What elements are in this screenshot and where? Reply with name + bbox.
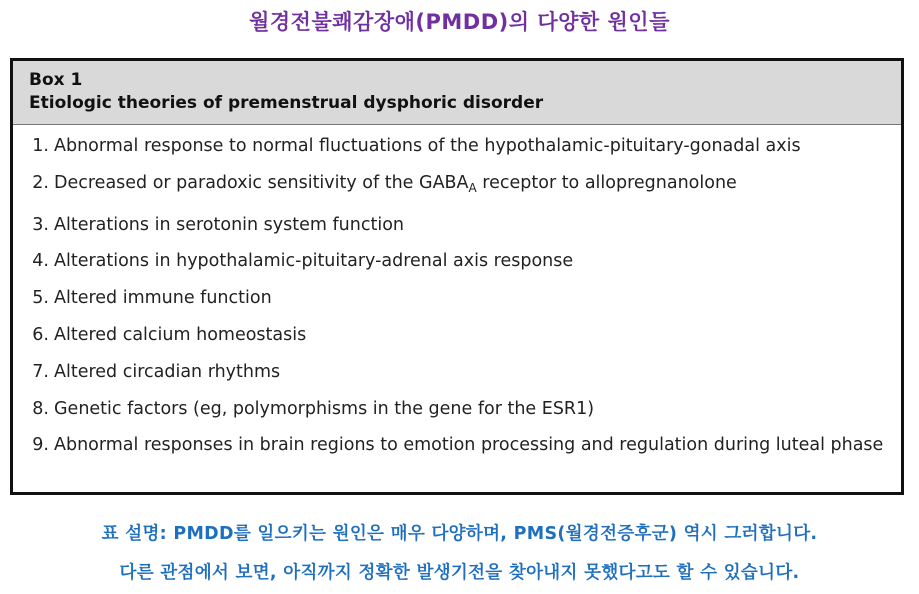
item-text: Genetic factors (eg, polymorphisms in the gene for the ESR1) bbox=[54, 398, 595, 419]
list-item bbox=[13, 360, 901, 385]
item-text: Alterations in serotonin system function bbox=[54, 214, 404, 235]
list-item bbox=[13, 323, 901, 348]
item-number: 8. bbox=[32, 398, 49, 419]
list-item bbox=[13, 249, 901, 274]
item-number: 2. bbox=[32, 172, 49, 193]
item-text: Alterations in hypothalamic-pituitary-adrenal axis response bbox=[54, 251, 574, 272]
list-item bbox=[13, 171, 901, 201]
item-text: Abnormal responses in brain regions to emotion processing and regulation during luteal phase bbox=[54, 435, 884, 456]
box-label: Box 1 bbox=[29, 70, 83, 90]
list-item bbox=[13, 213, 901, 238]
box-heading: Etiologic theories of premenstrual dysphoric disorder bbox=[29, 93, 544, 113]
item-number: 4. bbox=[32, 251, 49, 272]
item-number: 6. bbox=[32, 324, 49, 345]
item-text-after: receptor to allopregnanolone bbox=[476, 172, 737, 193]
item-text: Altered calcium homeostasis bbox=[54, 324, 307, 345]
list-item bbox=[13, 433, 901, 458]
caption-line-2: 다른 관점에서 보면, 아직까지 정확한 발생기전을 찾아내지 못했다고도 할 수 있습니다. bbox=[119, 563, 800, 583]
item-number: 1. bbox=[32, 136, 49, 156]
item-number: 7. bbox=[32, 361, 49, 382]
item-number: 5. bbox=[32, 288, 49, 309]
theory-list bbox=[13, 125, 901, 458]
item-text: Altered circadian rhythms bbox=[54, 361, 281, 382]
item-text: Altered immune function bbox=[54, 288, 272, 309]
page-title: 월경전불쾌감장애(PMDD)의 다양한 원인들 bbox=[249, 10, 670, 34]
box-header bbox=[13, 61, 901, 125]
item-number: 9. bbox=[32, 435, 49, 456]
list-item bbox=[13, 134, 901, 159]
caption-line-1: 표 설명: PMDD를 일으키는 원인은 매우 다양하며, PMS(월경전증후군) 역시 그러합니다. bbox=[101, 524, 818, 544]
list-item bbox=[13, 286, 901, 311]
item-text: Abnormal response to normal fluctuations of the hypothalamic-pituitary-gonadal axis bbox=[54, 136, 801, 156]
item-text bbox=[54, 171, 901, 201]
list-item bbox=[13, 397, 901, 422]
item-text-before: Decreased or paradoxic sensitivity of the GABA bbox=[54, 172, 469, 193]
item-number: 3. bbox=[32, 214, 49, 235]
item-subscript: A bbox=[468, 180, 477, 195]
etiology-box bbox=[10, 58, 904, 495]
